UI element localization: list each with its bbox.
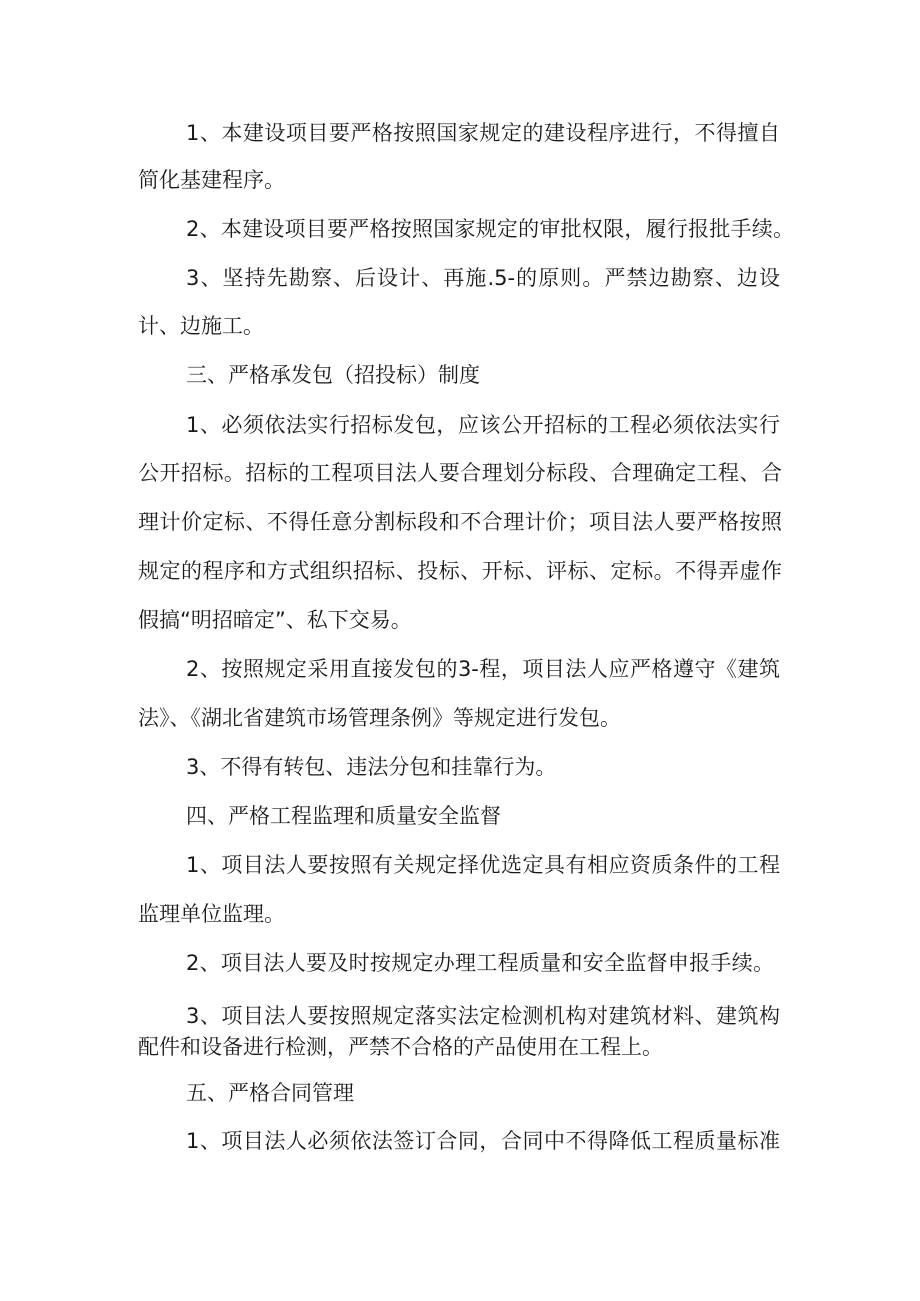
paragraph-line: 假搞“明招暗定”、私下交易。 [138, 608, 412, 632]
paragraph-line: 2、项目法人要及时按规定办理工程质量和安全监督申报手续。 [186, 951, 774, 975]
paragraph-line: 法》、《湖北省建筑市场管理条例》等规定进行发包。 [138, 706, 621, 730]
paragraph-line: 配件和设备进行检测，严禁不合格的产品使用在工程上。 [138, 1035, 663, 1059]
paragraph-line: 3、不得有转包、违法分包和挂靠行为。 [186, 755, 557, 779]
paragraph-line: 监理单位监理。 [138, 902, 285, 926]
paragraph-line: 1、本建设项目要严格按照国家规定的建设程序进行，不得擅自 [186, 121, 780, 145]
paragraph-line: 公开招标。招标的工程项目法人要合理划分标段、合理确定工程、合 [138, 461, 782, 485]
paragraph-line: 3、坚持先勘察、后设计、再施.5-的原则。严禁边勘察、边设 [186, 266, 780, 290]
paragraph-line: 1、项目法人必须依法签订合同，合同中不得降低工程质量标准 [186, 1129, 780, 1153]
paragraph-line: 理计价定标、不得任意分割标段和不合理计价；项目法人要严格按照 [138, 510, 782, 534]
section-heading: 五、严格合同管理 [186, 1081, 354, 1105]
paragraph-line: 1、项目法人要按照有关规定择优选定具有相应资质条件的工程 [186, 853, 780, 877]
section-heading: 三、严格承发包（招投标）制度 [186, 363, 480, 387]
paragraph-line: 计、边施工。 [138, 314, 264, 338]
paragraph-line: 2、本建设项目要严格按照国家规定的审批权限，履行报批手续。 [186, 217, 794, 241]
section-heading: 四、严格工程监理和质量安全监督 [186, 804, 501, 828]
paragraph-line: 1、必须依法实行招标发包，应该公开招标的工程必须依法实行 [186, 413, 780, 437]
paragraph-line: 3、项目法人要按照规定落实法定检测机构对建筑材料、建筑构 [186, 1004, 780, 1028]
paragraph-line: 简化基建程序。 [138, 168, 285, 192]
paragraph-line: 2、按照规定采用直接发包的3-程，项目法人应严格遵守《建筑 [186, 657, 780, 681]
paragraph-line: 规定的程序和方式组织招标、投标、开标、评标、定标。不得弄虚作 [138, 559, 782, 583]
